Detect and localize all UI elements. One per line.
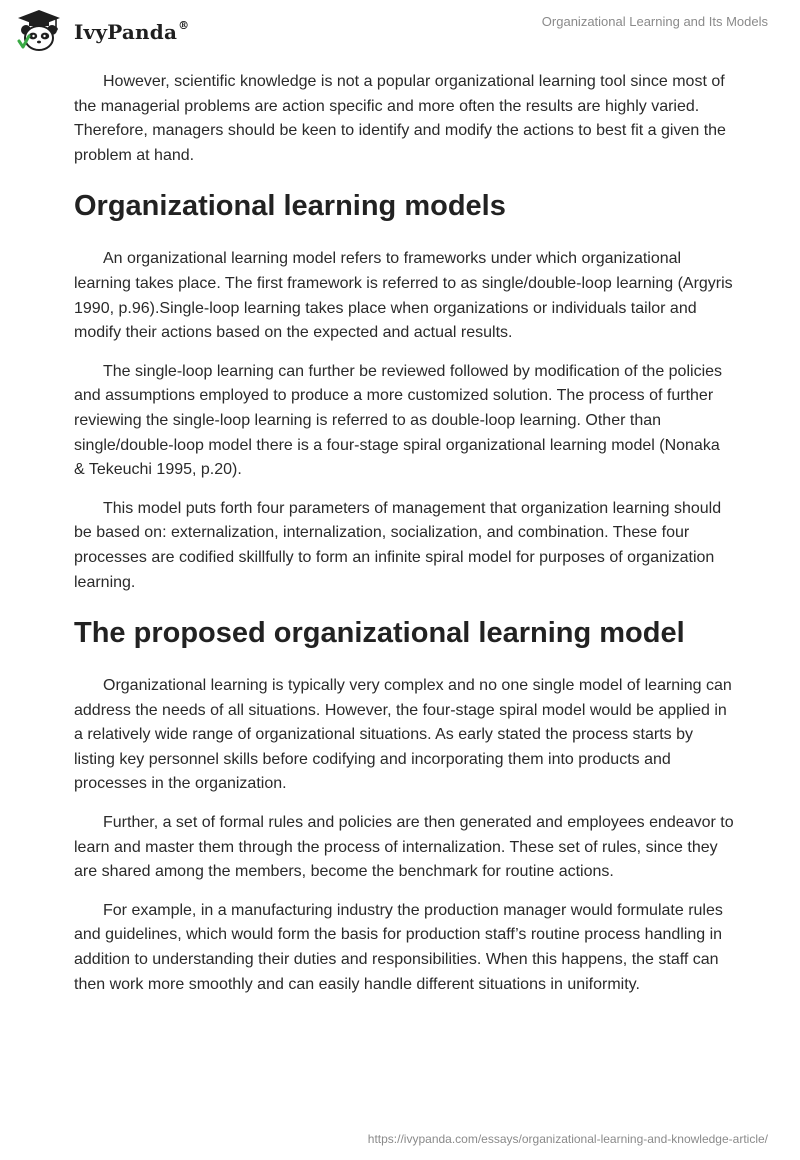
brand-name: IvyPanda® (74, 19, 190, 44)
paragraph: Further, a set of formal rules and policies are then generated and employees endeavor to learn and master them through the process of internalization. These set of rules, since they are shared among the members, become the benchmark for routine actions. (74, 814, 734, 881)
paragraph: However, scientific knowledge is not a popular organizational learning tool since most of the managerial problems are action specific and more often the results are highly varied. Therefore, managers should be keen to identify and modify the actions to best fit a given the problem at hand. (74, 73, 726, 164)
registered-mark: ® (178, 19, 190, 33)
ivypanda-logo[interactable] (14, 8, 189, 52)
section-heading: Organizational learning models (74, 190, 506, 223)
paragraph: This model puts forth four parameters of management that organization learning should be based on: externalization, internalization, socialization, and combination. These four processes are codified skillfully to form an infinite spiral model for purposes of organization learning. (74, 499, 722, 591)
section-heading: The proposed organizational learning model (74, 617, 685, 650)
panda-graduate-icon (14, 8, 64, 52)
paragraph: An organizational learning model refers to frameworks under which organizational learning takes place. The first framework is referred to as single/double-loop learning (Argyris 1990, p.96).Single-loop learning takes place when organizations or individuals tailor and modify their actions based on the expected and actual results. (74, 250, 733, 342)
article-body (74, 70, 734, 1011)
paragraph: For example, in a manufacturing industry the production manager would formulate rules and guidelines, which would form the basis for production staff’s routine process handling in addition to understanding their duties and responsibilities. When this happens, the staff can then work more smoothly and can easily handle different situations in uniformity. (74, 901, 723, 993)
document-title: Organizational Learning and Its Models (541, 14, 768, 29)
paragraph: The single-loop learning can further be reviewed followed by modification of the policies and assumptions employed to produce a more customized solution. The process of further reviewing the single-loop learning is referred to as double-loop learning. Other than single/double-loop model there is a four-stage spiral organizational learning model (Nonaka & Tekeuchi 1995, p.20). (74, 362, 723, 479)
paragraph: Organizational learning is typically very complex and no one single model of learning can address the needs of all situations. However, the four-stage spiral model would be applied in a relatively wide range of organizational situations. As early stated the process starts by listing key personnel skills before codifying and incorporating them into products and processes in the organization. (74, 677, 732, 793)
source-url[interactable]: https://ivypanda.com/essays/organizational-learning-and-knowledge-article/ (367, 1132, 768, 1146)
